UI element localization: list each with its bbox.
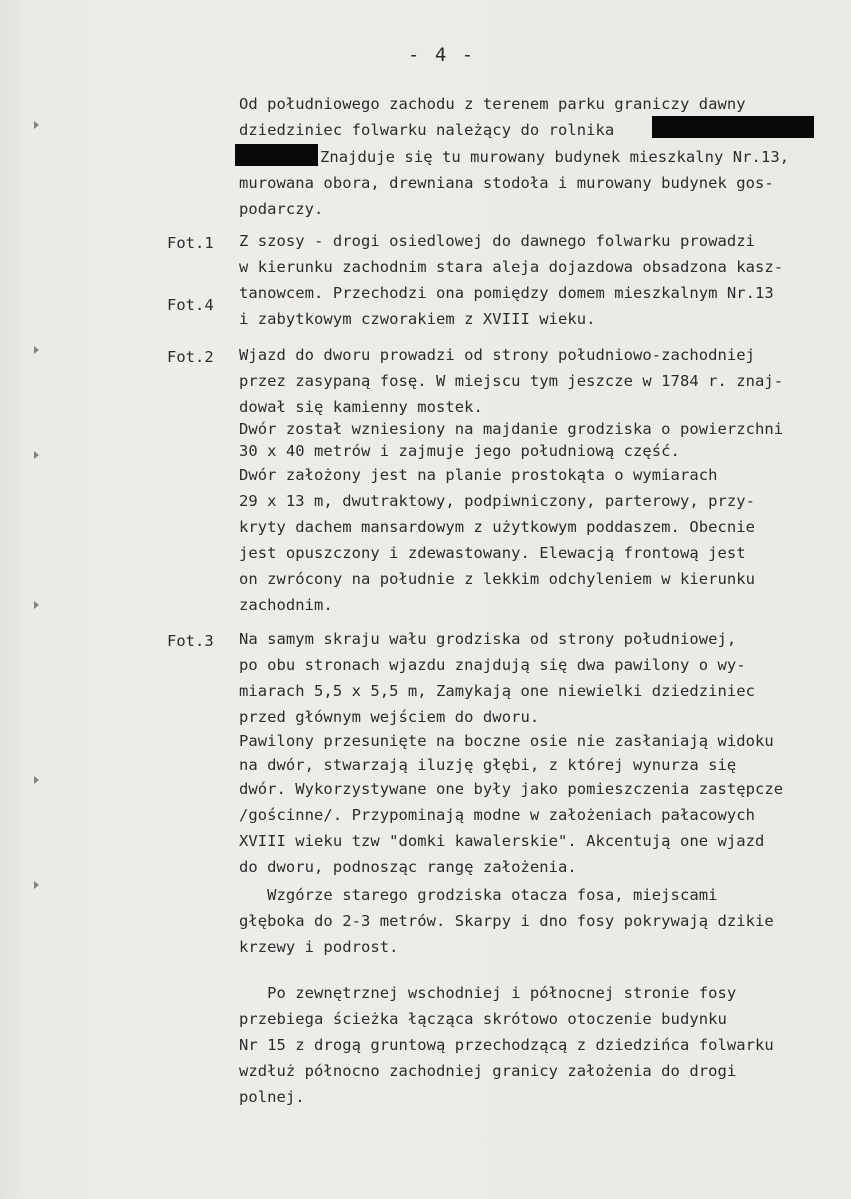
text-line: jest opuszczony i zdewastowany. Elewacją frontową jest	[239, 544, 746, 562]
text-line: kryty dachem mansardowym z użytkowym poddaszem. Obecnie	[239, 518, 755, 536]
text-line: /gościnne/. Przypominają modne w założeniach pałacowych	[239, 806, 755, 824]
text-line: przez zasypaną fosę. W miejscu tym jeszcze w 1784 r. znaj-	[239, 372, 784, 390]
text-line: wzdłuż północno zachodniej granicy założenia do drogi	[239, 1062, 737, 1080]
text-line: zachodnim.	[239, 596, 333, 614]
text-line: 30 x 40 metrów i zajmuje jego południową część.	[239, 442, 680, 460]
text-line: miarach 5,5 x 5,5 m, Zamykają one niewielki dziedziniec	[239, 682, 755, 700]
photo-label: Fot.2	[167, 348, 214, 366]
text-line: na dwór, stwarzają iluzję głębi, z której wynurza się	[239, 756, 737, 774]
text-line: dował się kamienny mostek.	[239, 398, 483, 416]
text-line: Od południowego zachodu z terenem parku graniczy dawny	[239, 95, 746, 113]
text-line: głęboka do 2-3 metrów. Skarpy i dno fosy pokrywają dzikie	[239, 912, 774, 930]
margin-mark	[34, 776, 39, 784]
text-line: do dworu, podnosząc rangę założenia.	[239, 858, 577, 876]
page-number: - 4 -	[408, 44, 476, 66]
margin-mark	[34, 451, 39, 459]
redaction-bar	[652, 116, 814, 138]
text-line: Dwór został wzniesiony na majdanie grodziska o powierzchni	[239, 420, 784, 438]
photo-label: Fot.3	[167, 632, 214, 650]
text-line: dziedziniec folwarku należący do rolnika	[239, 121, 615, 139]
text-line: tanowcem. Przechodzi ona pomiędzy domem mieszkalnym Nr.13	[239, 284, 774, 302]
text-line: on zwrócony na południe z lekkim odchyleniem w kierunku	[239, 570, 755, 588]
text-line: krzewy i podrost.	[239, 938, 399, 956]
text-line: dwór. Wykorzystywane one były jako pomieszczenia zastępcze	[239, 780, 784, 798]
margin-mark	[34, 121, 39, 129]
text-line: murowana obora, drewniana stodoła i murowany budynek gos-	[239, 174, 774, 192]
text-line: 29 x 13 m, dwutraktowy, podpiwniczony, parterowy, przy-	[239, 492, 755, 510]
margin-mark	[34, 346, 39, 354]
photo-label: Fot.4	[167, 296, 214, 314]
text-line: Pawilony przesunięte na boczne osie nie zasłaniają widoku	[239, 732, 774, 750]
text-line: podarczy.	[239, 200, 324, 218]
photo-label: Fot.1	[167, 234, 214, 252]
text-line: Na samym skraju wału grodziska od strony południowej,	[239, 630, 737, 648]
text-line: po obu stronach wjazdu znajdują się dwa pawilony o wy-	[239, 656, 746, 674]
margin-mark	[34, 601, 39, 609]
text-line: Nr 15 z drogą gruntową przechodzącą z dziedzińca folwarku	[239, 1036, 774, 1054]
text-line: Dwór założony jest na planie prostokąta o wymiarach	[239, 466, 718, 484]
text-line: Wjazd do dworu prowadzi od strony południowo-zachodniej	[239, 346, 755, 364]
text-line: i zabytkowym czworakiem z XVIII wieku.	[239, 310, 596, 328]
text-line: Znajduje się tu murowany budynek mieszkalny Nr.13,	[320, 148, 790, 166]
text-line: polnej.	[239, 1088, 305, 1106]
redaction-bar	[235, 144, 318, 166]
text-line: przed głównym wejściem do dworu.	[239, 708, 540, 726]
text-line: w kierunku zachodnim stara aleja dojazdowa obsadzona kasz-	[239, 258, 784, 276]
text-line: Po zewnętrznej wschodniej i północnej stronie fosy	[239, 984, 737, 1002]
margin-mark	[34, 881, 39, 889]
text-line: przebiega ścieżka łącząca skrótowo otoczenie budynku	[239, 1010, 727, 1028]
text-line: Z szosy - drogi osiedlowej do dawnego folwarku prowadzi	[239, 232, 755, 250]
text-line: XVIII wieku tzw "domki kawalerskie". Akcentują one wjazd	[239, 832, 765, 850]
text-line: Wzgórze starego grodziska otacza fosa, miejscami	[239, 886, 718, 904]
